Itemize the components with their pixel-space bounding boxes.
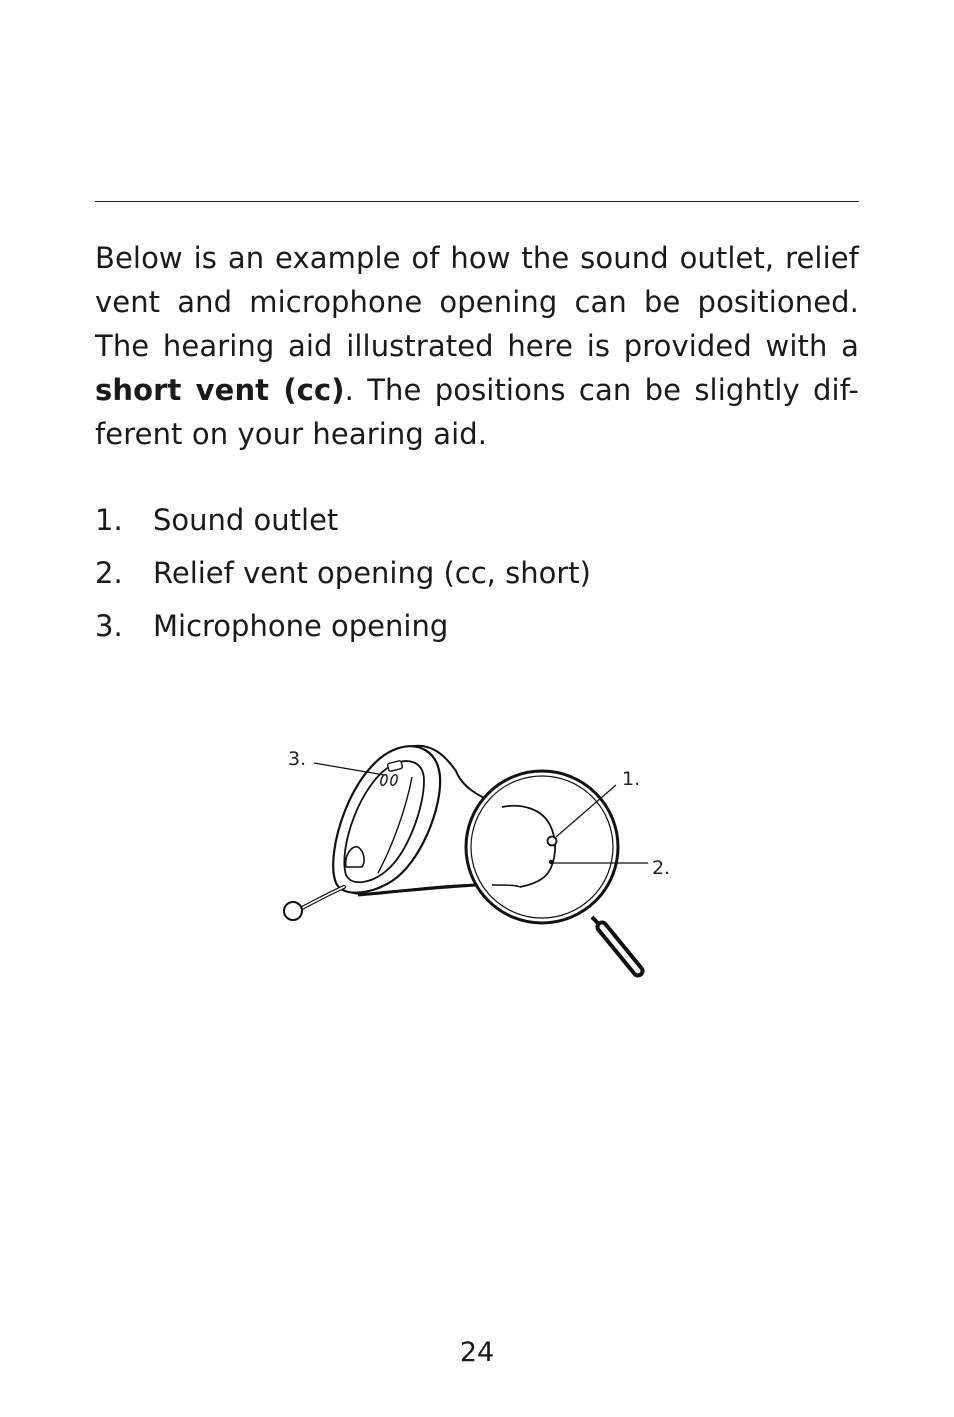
intro-line-3: The hearing aid illustrated here is provided with a bbox=[95, 329, 859, 363]
list-item bbox=[95, 604, 591, 657]
intro-line-1: Below is an example of how the sound outlet, relief bbox=[95, 241, 859, 275]
page-number: 24 bbox=[459, 1337, 495, 1368]
list-item bbox=[95, 551, 591, 604]
removal-cord-knob bbox=[284, 902, 302, 920]
intro-line-2: vent and microphone opening can be positioned. bbox=[95, 285, 859, 319]
callout-label-2: 2. bbox=[652, 857, 671, 879]
intro-line-4 bbox=[95, 368, 859, 412]
list-item-number: 3. bbox=[95, 609, 123, 643]
removal-cord-inner bbox=[300, 887, 344, 909]
sound-outlet-icon bbox=[548, 837, 557, 846]
top-rule bbox=[95, 201, 859, 202]
list-item-label: Relief vent opening (cc, short) bbox=[153, 556, 591, 590]
short-vent-term: short vent (cc) bbox=[95, 373, 345, 407]
intro-line-5: ferent on your hearing aid. bbox=[95, 417, 488, 451]
intro-paragraph bbox=[95, 236, 859, 456]
callout-label-1: 1. bbox=[622, 768, 641, 790]
callout-label-3: 3. bbox=[288, 748, 307, 770]
list-item bbox=[95, 498, 591, 551]
list-item-label: Sound outlet bbox=[153, 503, 339, 537]
hearing-aid-illustration bbox=[280, 735, 680, 995]
list-item-label: Microphone opening bbox=[153, 609, 449, 643]
magnifier-lens bbox=[466, 771, 618, 923]
magnifier-handle bbox=[592, 917, 638, 971]
intro-line-4-rest: . The positions can be slightly dif- bbox=[344, 373, 859, 407]
parts-list bbox=[95, 498, 591, 657]
list-item-number: 2. bbox=[95, 556, 123, 590]
list-item-number: 1. bbox=[95, 503, 123, 537]
